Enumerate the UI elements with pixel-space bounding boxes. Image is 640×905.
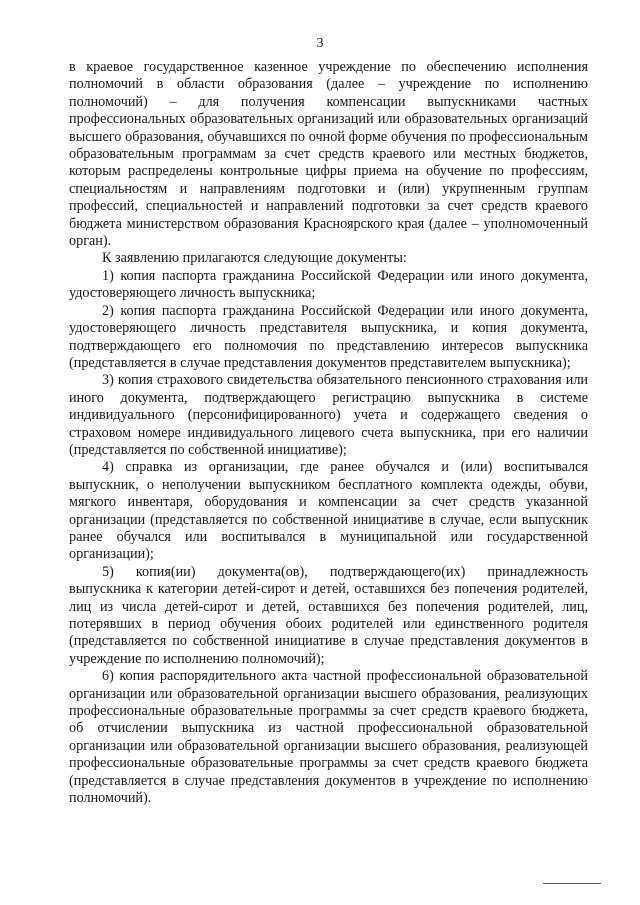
list-item-1: 1) копия паспорта гражданина Российской Федерации или иного документа, удостоверяющего личность выпускника; [69,267,588,302]
list-item-2: 2) копия паспорта гражданина Российской Федерации или иного документа, удостоверяющего личность представителя выпускника, и копия документа, подтверждающего его полномочия по представлению интересов выпускника (представляется в случае представления документов представителем выпускника); [69,302,588,371]
list-item-3: 3) копия страхового свидетельства обязательного пенсионного страхования или иного документа, подтверждающего регистрацию выпускника в системе индивидуального (персонифицированного) учета и содержащего сведения о страховом номере индивидуального лицевого счета выпускника, при его наличии (представляется по собственной инициативе); [69,372,588,458]
page-number: 3 [316,36,324,51]
list-item-4: 4) справка из организации, где ранее обучался и (или) воспитывался выпускник, о неполучении выпускником бесплатного комплекта одежды, обуви, мягкого инвентаря, оборудования и компенсации за счет средств указанной организации (представляется по собственной инициативе в случае, если выпускник ранее обучался или воспитывался в муниципальной или государственной организации); [69,459,588,563]
paragraph-documents-intro: К заявлению прилагаются следующие документы: [102,250,407,267]
document-body [69,59,588,807]
list-item-6: 6) копия распорядительного акта частной профессиональной образовательной организации или образовательной организации высшего образования, реализующих профессиональные образовательные программы за счет средств краевого бюджета, об отчислении выпускника из частной профессиональной образовательной организации или образовательной организации высшего образования, реализующей профессиональные образовательные программы за счет средств краевого бюджета (представляется в случае представления документов в учреждение по исполнению полномочий). [69,668,588,807]
paragraph-continuation: в краевое государственное казенное учреждение по обеспечению исполнения полномочий в области образования (далее – учреждение по исполнению полномочий) – для получения компенсации выпускниками частных профессиональных образовательных организаций или образовательных организаций высшего образования, обучавшихся по очной форме обучения по профессиональным образовательным программам за счет средств краевого или местных бюджетов, которым распределены контрольные цифры приема на обучение по профессиям, специальностям и направлениям подготовки и (или) укрупненным группам профессий, специальностей и направлений подготовки за счет средств краевого бюджета министерством образования Красноярского края (далее – уполномоченный орган). [69,59,588,250]
footer-rule [543,883,601,884]
list-item-5: 5) копия(ии) документа(ов), подтверждающего(их) принадлежность выпускника к категории детей-сирот и детей, оставшихся без попечения родителей, лиц из числа детей-сирот и детей, оставшихся без попечения родителей, лиц, потерявших в период обучения обоих родителей или единственного родителя (представляется по собственной инициативе в случае представления документов в учреждение по исполнению полномочий); [69,563,588,667]
